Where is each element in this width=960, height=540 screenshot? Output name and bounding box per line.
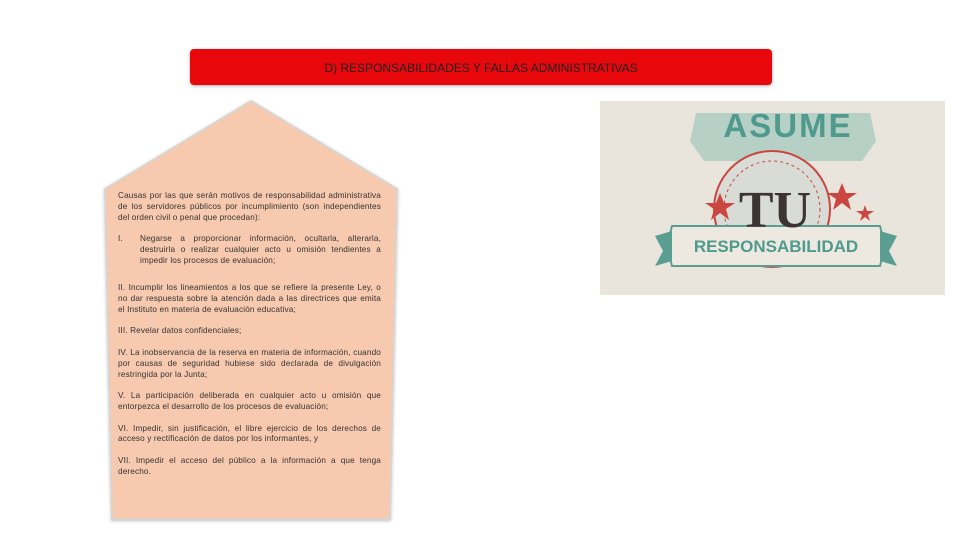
list-item-vii: VII. Impedir el acceso del público a la información a que tenga derecho. — [118, 455, 381, 476]
list-item-i-number: I. — [118, 234, 123, 244]
list-item-iv: IV. La inobservancia de la reserva en materia de información, cuando por causas de seguridad hubiese sido declarada de divulgación restringida por la Junta; — [118, 347, 381, 379]
intro-paragraph: Causas por las que serán motivos de responsabilidad administrativa de los servidores públicos por incumplimiento (son independientes del orden civil o penal que procedan): — [118, 191, 381, 222]
list-item-i-text: Negarse a proporcionar información, ocultarla, alterarla, destruirla o realizar cualquier acto u omisión tendientes a impedir los procesos de evaluación; — [140, 234, 381, 266]
list-item-v: V. La participación deliberada en cualquier acto u omisión que entorpezca el desarrollo de los procesos de evaluación; — [118, 391, 381, 412]
list-item-ii: II. Incumplir los lineamientos a los que se refiere la presente Ley, o no dar respuesta sobre la atención dada a las directrices que emita el Instituto en materia de evaluación educativa; — [118, 283, 381, 314]
list-item-i — [118, 234, 381, 267]
asume-tu-responsabilidad-image — [600, 101, 945, 295]
poster-bottom-word: RESPONSABILIDAD — [693, 237, 859, 256]
poster-middle-word: TU — [738, 182, 812, 239]
list-item-iii: III. Revelar datos confidenciales; — [118, 326, 242, 336]
list-item-vi: VI. Impedir, sin justificación, el libre ejercicio de los derechos de acceso y rectificación de datos por los informantes, y — [118, 423, 381, 444]
slide-title: D) RESPONSABILIDADES Y FALLAS ADMINISTRATIVAS — [324, 61, 638, 75]
responsibility-text — [118, 191, 381, 488]
poster-top-word: ASUME — [723, 107, 853, 144]
